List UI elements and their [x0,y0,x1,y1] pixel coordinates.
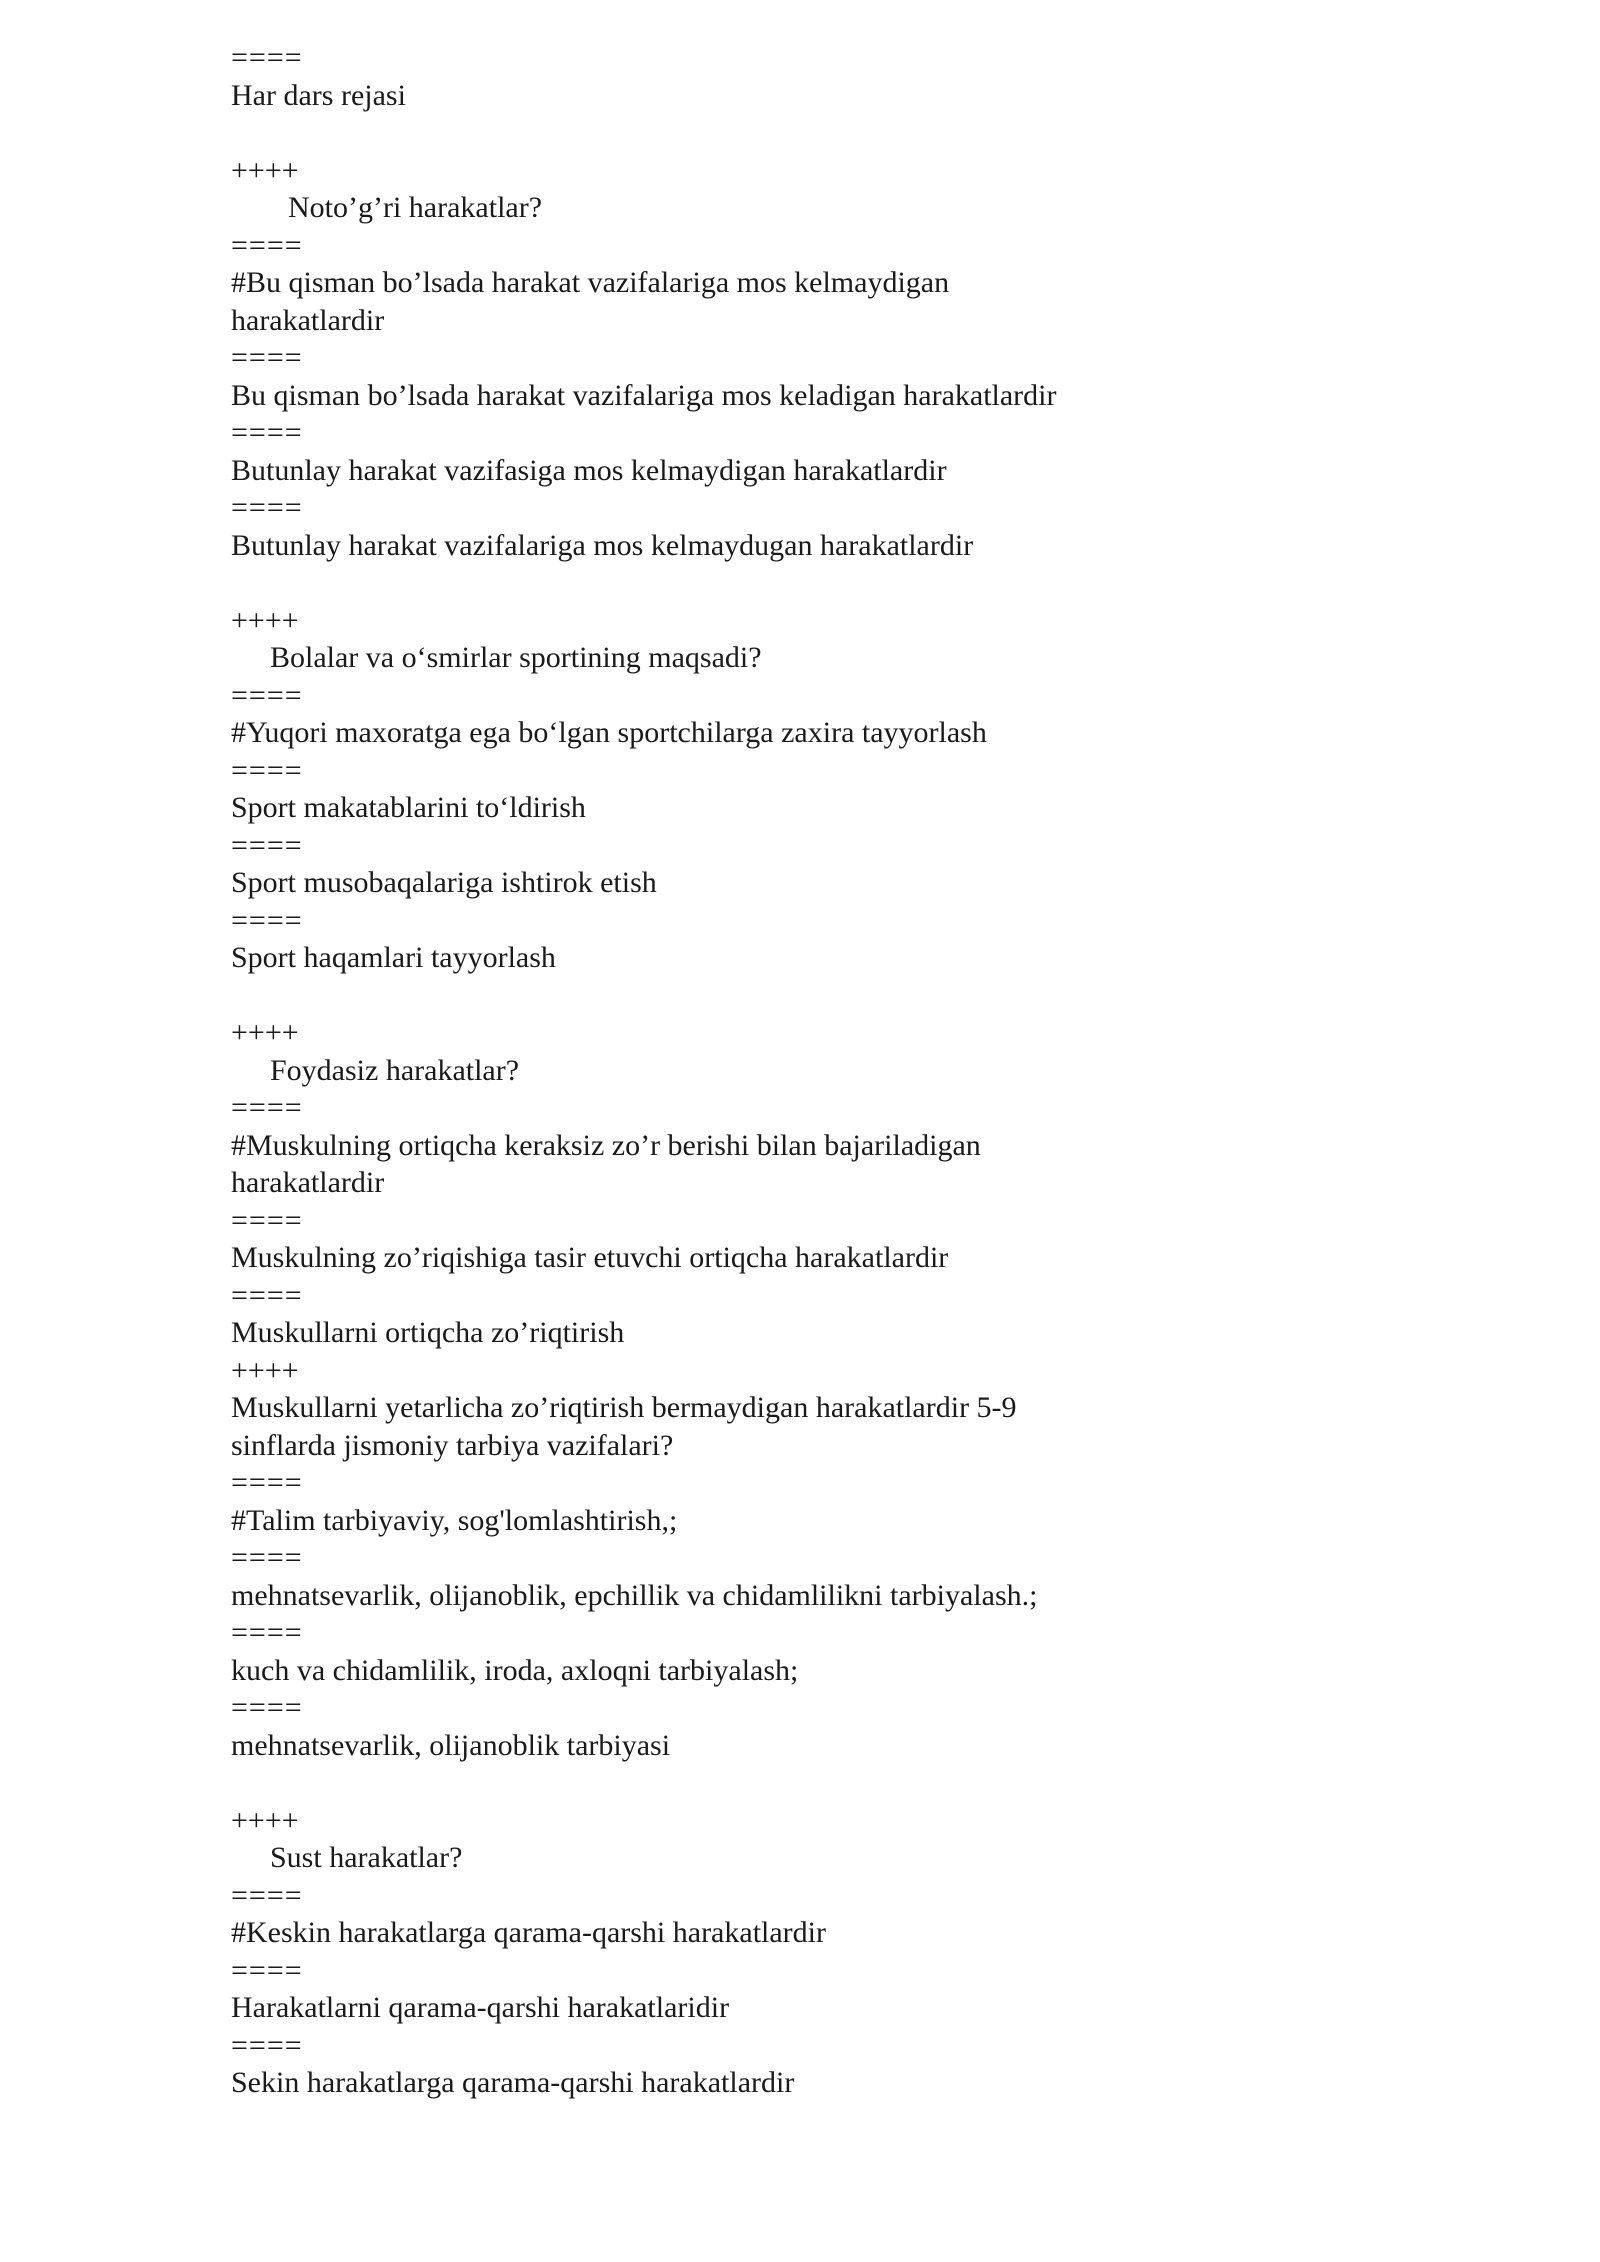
blank-line [231,1764,1231,1802]
answer-option: Muskullarni ortiqcha zo’riqtirish [231,1316,625,1349]
separator: ==== [231,1278,303,1312]
blank-line [231,977,1231,1015]
separator: ==== [231,903,303,937]
answer-option: Muskullarni yetarlicha zo’riqtirish bermaydigan harakatlardir 5-9 [231,1391,1017,1424]
question-text: sinflarda jismoniy tarbiya vazifalari? [231,1428,674,1462]
question-marker: ++++ [231,1016,299,1049]
separator: ==== [231,1953,303,1987]
separator: ==== [231,341,303,374]
separator: ==== [231,491,303,524]
separator: ==== [231,1466,303,1499]
answer-option: Harakatlarni qarama-qarshi harakatlaridir [231,1991,730,2024]
separator: ==== [231,1878,303,1912]
separator: ==== [231,753,303,787]
separator: ==== [231,1203,303,1237]
question-marker: ++++ [231,153,299,187]
answer-option: kuch va chidamlilik, iroda, axloqni tarbiyalash; [231,1653,799,1687]
separator: ==== [231,2028,303,2062]
answer-option: Sport haqamlari tayyorlash [231,941,556,974]
question-text: Bolalar va o‘smirlar sportining maqsadi? [270,641,762,674]
separator: ==== [231,416,303,449]
answer-correct: #Bu qisman bo’lsada harakat vazifalariga mos kelmaydigan [231,266,950,299]
answer-correct: #Keskin harakatlarga qarama-qarshi harakatlardir [231,1916,826,1949]
answer-option: Butunlay harakat vazifalariga mos kelmaydugan harakatlardir [231,528,974,562]
separator: ==== [231,1691,303,1724]
text-line: Har dars rejasi [231,78,406,112]
separator: ==== [231,1091,303,1124]
answer-continued: harakatlardir [231,303,385,337]
blank-line [231,564,1231,602]
answer-correct: #Muskulning ortiqcha keraksiz zo’r berishi bilan bajariladigan [231,1128,981,1162]
document-body [231,39,1231,2102]
question-text: Noto’g’ri harakatlar? [288,191,543,224]
separator: ==== [231,1616,303,1649]
question-text: Foydasiz harakatlar? [270,1053,520,1087]
question-marker: ++++ [231,1803,299,1837]
separator: ==== [231,678,303,712]
answer-correct: #Talim tarbiyaviy, sog'lomlashtirish,; [231,1503,678,1537]
blank-line [231,114,1231,152]
answer-option: Bu qisman bo’lsada harakat vazifalariga mos keladigan harakatlardir [231,378,1057,412]
answer-option: Butunlay harakat vazifasiga mos kelmaydigan harakatlardir [231,453,947,487]
answer-option: Sekin harakatlarga qarama-qarshi harakatlardir [231,2066,795,2099]
answer-option: Muskulning zo’riqishiga tasir etuvchi ortiqcha harakatlardir [231,1241,949,1274]
separator: ==== [231,1541,303,1574]
answer-option: mehnatsevarlik, olijanoblik tarbiyasi [231,1728,671,1762]
separator: ==== [231,41,303,74]
question-marker: ++++ [231,1353,299,1387]
answer-correct: #Yuqori maxoratga ega bo‘lgan sportchilarga zaxira tayyorlash [231,716,987,749]
answer-continued: harakatlardir [231,1166,385,1199]
answer-option: Sport makatablarini to‘ldirish [231,791,586,824]
separator: ==== [231,228,303,262]
question-text: Sust harakatlar? [270,1841,463,1874]
answer-option: Sport musobaqalariga ishtirok etish [231,866,657,899]
separator: ==== [231,828,303,862]
question-marker: ++++ [231,603,299,637]
answer-option: mehnatsevarlik, olijanoblik, epchillik va chidamlilikni tarbiyalash.; [231,1578,1038,1612]
